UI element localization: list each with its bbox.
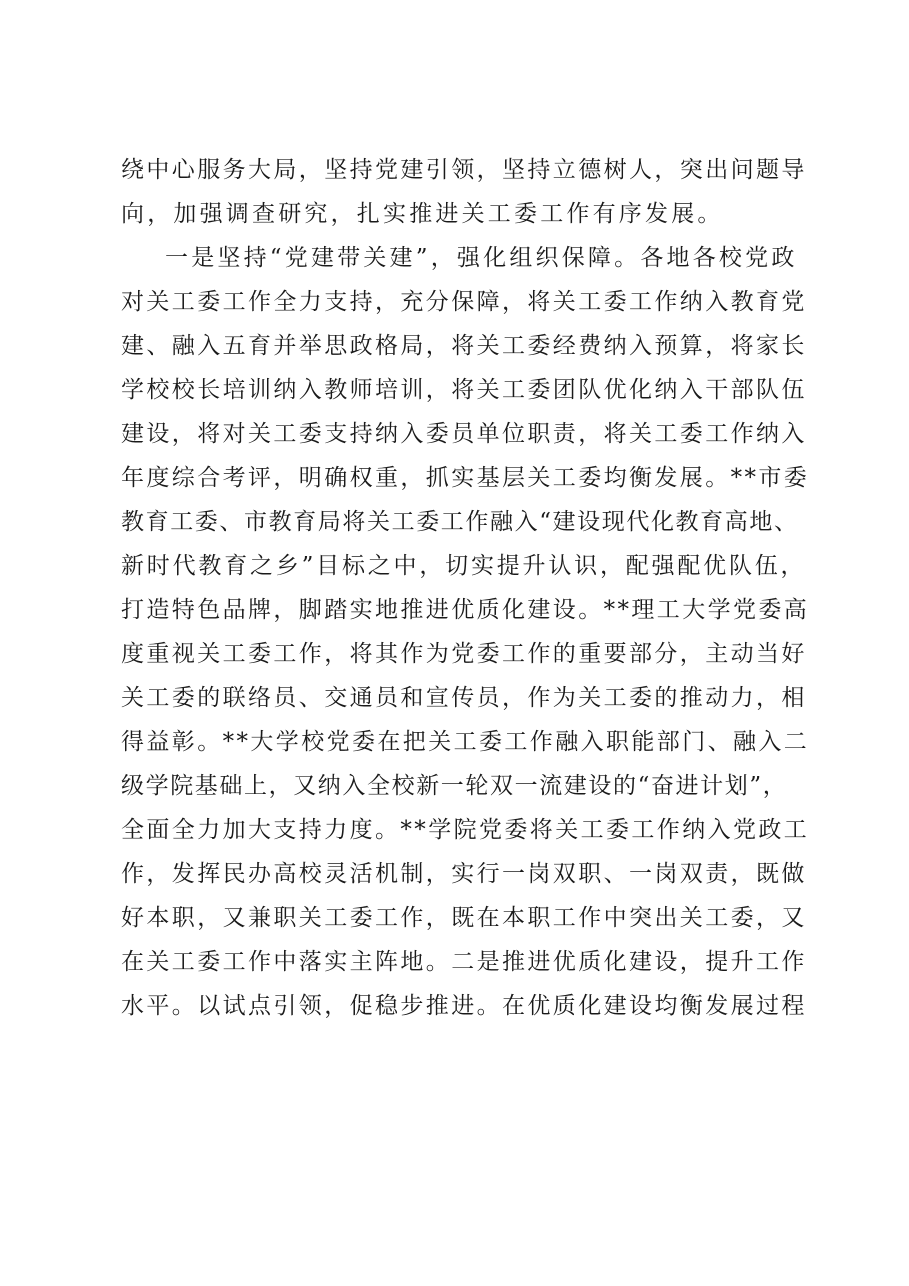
text-line: 水平。以试点引领，促稳步推进。在优质化建设均衡发展过程 [121, 993, 807, 1019]
text-line: 学校校长培训纳入教师培训，将关工委团队优化纳入干部队伍 [121, 377, 807, 403]
text-line: 打造特色品牌，脚踏实地推进优质化建设。**理工大学党委高 [121, 597, 810, 623]
text-line: 全面全力加大支持力度。**学院党委将关工委工作纳入党政工 [121, 817, 810, 843]
text-line: 教育工委、市教育局将关工委工作融入“建设现代化教育高地、 [121, 509, 799, 535]
text-line: 绕中心服务大局，坚持党建引领，坚持立德树人，突出问题导 [121, 157, 807, 183]
text-line: 度重视关工委工作，将其作为党委工作的重要部分，主动当好 [121, 641, 807, 667]
paragraph-start-line: 一是坚持“党建带关建”，强化组织保障。各地各校党政 [165, 245, 798, 271]
text-line: 建设，将对关工委支持纳入委员单位职责，将关工委工作纳入 [121, 421, 807, 447]
text-line: 新时代教育之乡”目标之中，切实提升认识，配强配优队伍， [121, 553, 807, 579]
text-line: 作，发挥民办高校灵活机制，实行一岗双职、一岗双责，既做 [121, 861, 807, 887]
text-line: 年度综合考评，明确权重，抓实基层关工委均衡发展。**市委 [121, 465, 810, 491]
text-line: 得益彰。**大学校党委在把关工委工作融入职能部门、融入二 [121, 729, 810, 755]
text-line: 关工委的联络员、交通员和宣传员，作为关工委的推动力，相 [121, 685, 807, 711]
text-line: 好本职，又兼职关工委工作，既在本职工作中突出关工委，又 [121, 905, 807, 931]
text-line: 对关工委工作全力支持，充分保障，将关工委工作纳入教育党 [121, 289, 807, 315]
text-line: 级学院基础上，又纳入全校新一轮双一流建设的“奋进计划”， [121, 773, 788, 799]
body-text [121, 148, 811, 1028]
text-line: 建、融入五育并举思政格局，将关工委经费纳入预算，将家长 [121, 333, 807, 359]
text-line: 向，加强调查研究，扎实推进关工委工作有序发展。 [121, 201, 724, 227]
text-line: 在关工委工作中落实主阵地。二是推进优质化建设，提升工作 [121, 949, 807, 975]
